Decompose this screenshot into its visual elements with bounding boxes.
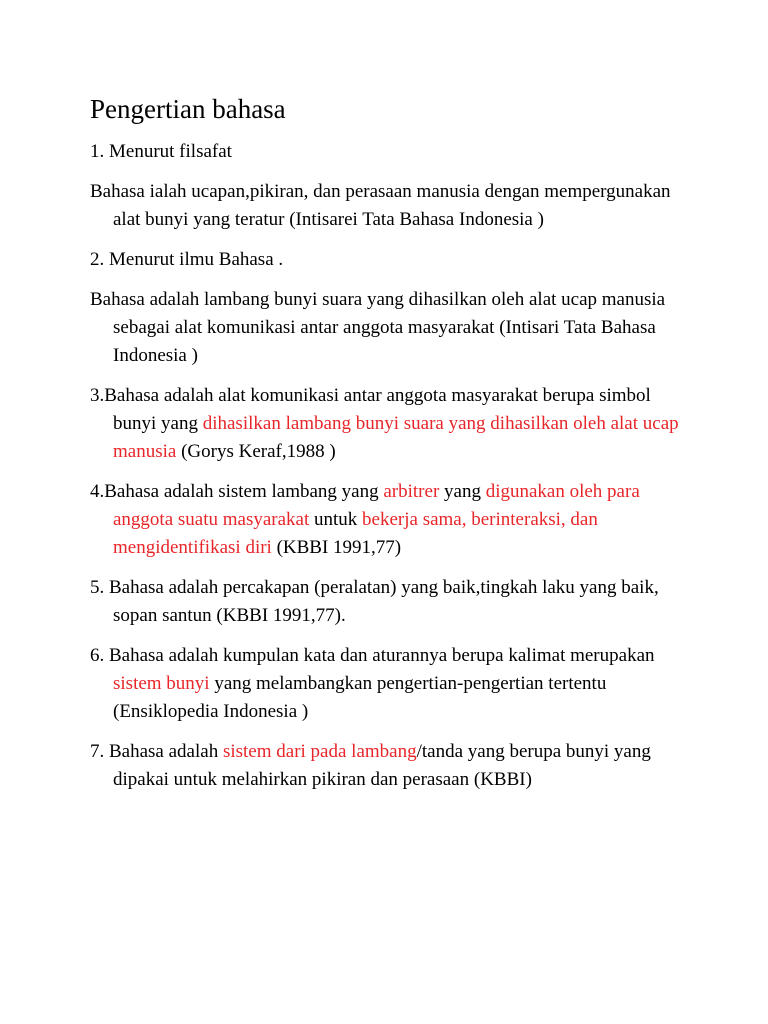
highlighted-text: arbitrer — [383, 481, 440, 502]
paragraph-p6 — [90, 478, 690, 562]
document-page — [90, 92, 690, 806]
paragraph-p1 — [90, 138, 690, 166]
paragraph-text: /tanda yang berupa bunyi yang dipakai untuk melahirkan pikiran dan perasaan (KBBI) — [113, 741, 651, 790]
paragraph-text: yang — [439, 481, 486, 502]
paragraph-p9 — [90, 738, 690, 794]
paragraph-p3 — [90, 246, 690, 274]
paragraph-p2 — [90, 178, 690, 234]
highlighted-text: dihasilkan lambang bunyi suara yang dihasilkan oleh alat ucap manusia — [113, 413, 679, 462]
paragraph-text: 6. Bahasa adalah kumpulan kata dan aturannya berupa kalimat merupakan — [90, 645, 655, 666]
paragraph-list — [90, 138, 690, 794]
paragraph-p7 — [90, 574, 690, 630]
paragraph-text: untuk — [309, 509, 363, 530]
highlighted-text: digunakan oleh para anggota suatu masyarakat — [113, 481, 640, 530]
paragraph-text: 1. Menurut filsafat — [90, 141, 232, 162]
highlighted-text: sistem dari pada lambang — [222, 741, 417, 762]
paragraph-text: Bahasa adalah lambang bunyi suara yang dihasilkan oleh alat ucap manusia sebagai alat komunikasi antar anggota masyarakat (Intisari Tata Bahasa Indonesia ) — [90, 289, 666, 366]
highlighted-text: sistem bunyi — [113, 673, 210, 694]
paragraph-text: (KBBI 1991,77) — [271, 537, 402, 558]
paragraph-text: yang melambangkan pengertian-pengertian tertentu (Ensiklopedia Indonesia ) — [113, 673, 607, 722]
paragraph-p4 — [90, 286, 690, 370]
paragraph-text: 3.Bahasa adalah alat komunikasi antar anggota masyarakat berupa simbol bunyi yang — [90, 385, 651, 434]
paragraph-text: 2. Menurut ilmu Bahasa . — [90, 249, 284, 270]
paragraph-text: Bahasa ialah ucapan,pikiran, dan perasaan manusia dengan mempergunakan alat bunyi yang teratur (Intisarei Tata Bahasa Indonesia ) — [90, 181, 671, 230]
paragraph-text: (Gorys Keraf,1988 ) — [176, 441, 336, 462]
paragraph-text: 4.Bahasa adalah sistem lambang yang — [90, 481, 384, 502]
paragraph-p8 — [90, 642, 690, 726]
paragraph-text: 5. Bahasa adalah percakapan (peralatan) yang baik,tingkah laku yang baik, sopan santun (KBBI 1991,77). — [90, 577, 659, 626]
page-title: Pengertian bahasa — [90, 94, 286, 124]
highlighted-text: bekerja sama, berinteraksi, dan mengidentifikasi diri — [113, 509, 598, 558]
paragraph-text: 7. Bahasa adalah — [90, 741, 223, 762]
paragraph-p5 — [90, 382, 690, 466]
